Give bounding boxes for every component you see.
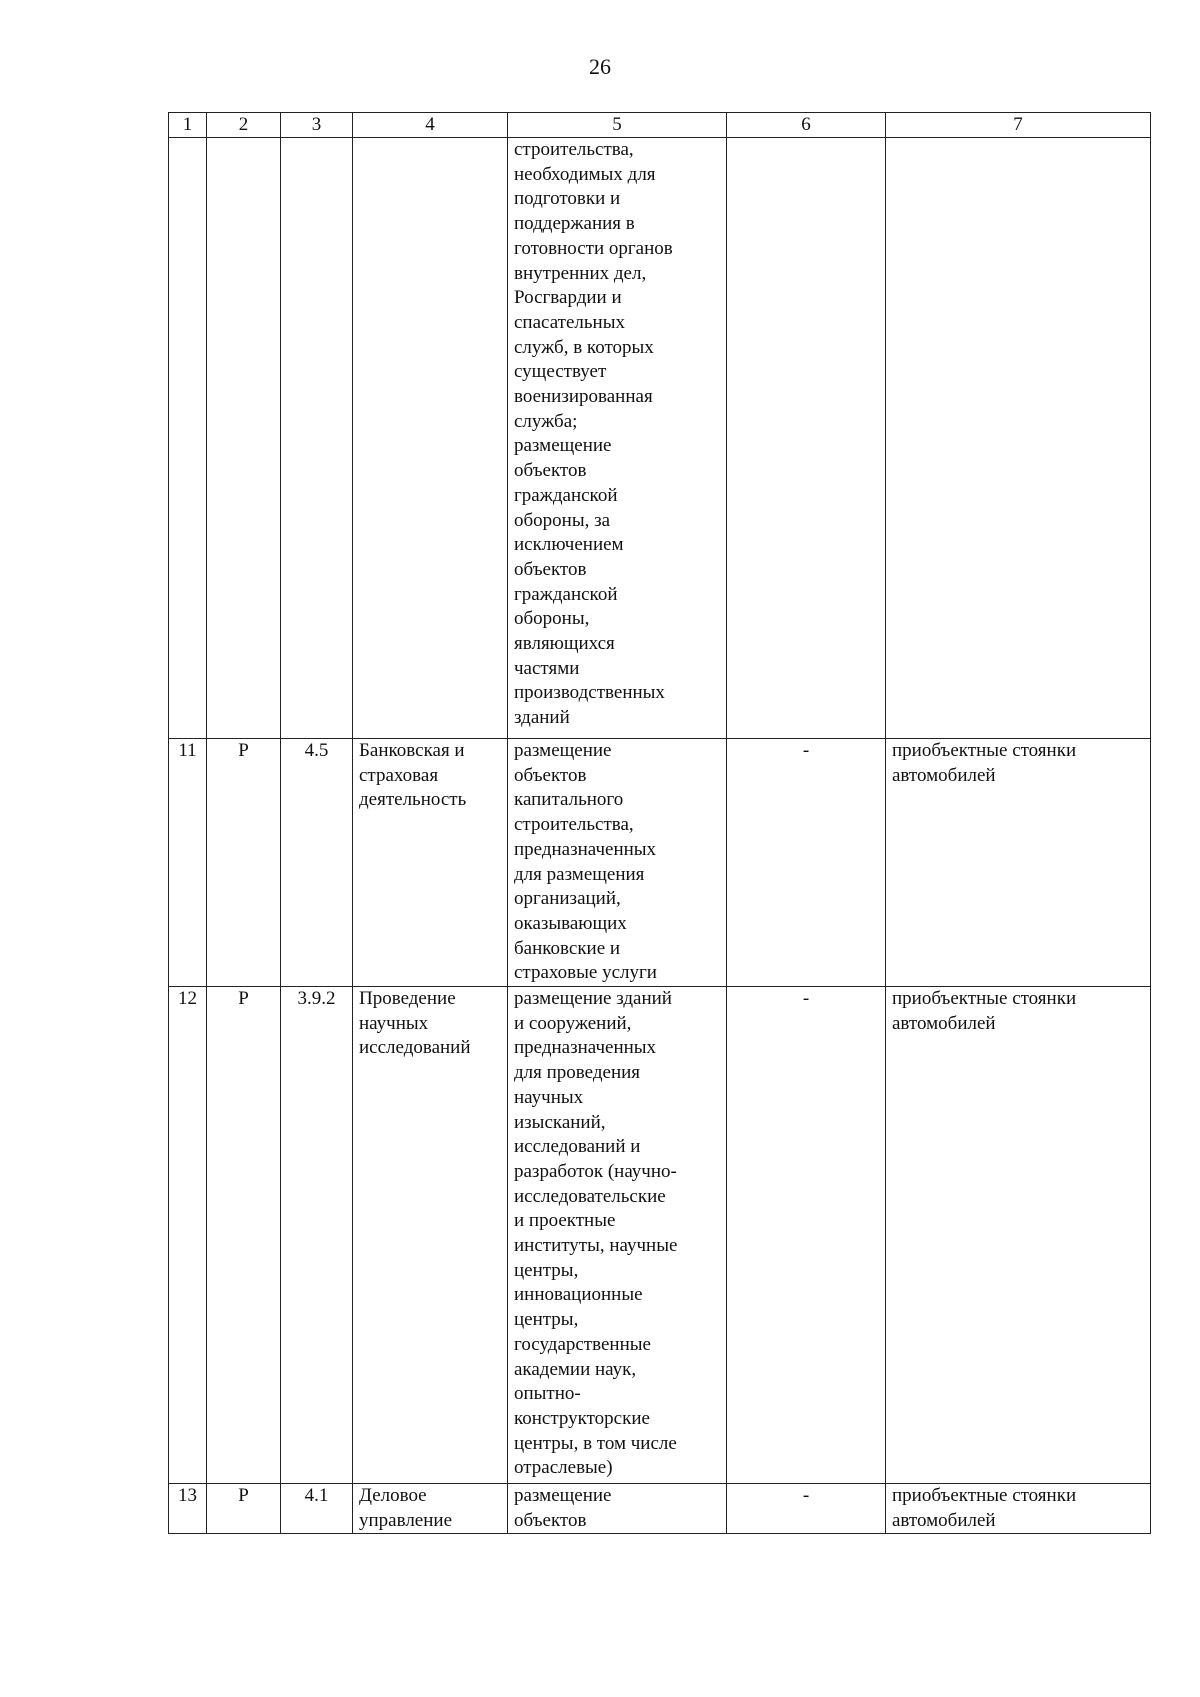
auxiliary-use-cell bbox=[886, 1484, 1151, 1534]
cell-text-line: размещение зданий bbox=[514, 988, 672, 1010]
column-number-7: 7 bbox=[886, 113, 1151, 138]
cell-text-line: обороны, bbox=[514, 608, 590, 630]
cell-text-line: центры, bbox=[514, 1309, 579, 1331]
cell-text-line: размещение bbox=[514, 1485, 612, 1507]
cell-text-line: Проведение bbox=[359, 988, 456, 1010]
zone-code-cell: Р bbox=[207, 739, 281, 987]
cell-text-line: отраслевые) bbox=[514, 1457, 613, 1479]
cell-text-line: готовности органов bbox=[514, 237, 673, 259]
row-number-cell bbox=[169, 138, 207, 739]
cell-text-line: автомобилей bbox=[892, 1509, 996, 1531]
use-code-cell: 3.9.2 bbox=[281, 987, 353, 1484]
auxiliary-use-cell bbox=[886, 138, 1151, 739]
cell-text-line: управление bbox=[359, 1509, 453, 1531]
cell-text-line: банковские и bbox=[514, 937, 621, 959]
cell-text-line: организаций, bbox=[514, 888, 621, 910]
cell-text-line: Банковская и bbox=[359, 740, 465, 761]
cell-text-line: служба; bbox=[514, 410, 578, 432]
cell-text-line: зданий bbox=[514, 707, 570, 729]
cell-text-line: конструкторские bbox=[514, 1407, 650, 1429]
cell-text-line: государственные bbox=[514, 1333, 651, 1355]
cell-text-line: производственных bbox=[514, 682, 665, 704]
cell-text-line: необходимых для bbox=[514, 163, 656, 185]
column-number-2: 2 bbox=[207, 113, 281, 138]
cell-text-line: Росгвардии и bbox=[514, 287, 622, 309]
column-number-row bbox=[169, 113, 1151, 138]
column-number-5: 5 bbox=[508, 113, 727, 138]
cell-text-line: гражданской bbox=[514, 583, 618, 605]
column-number-3: 3 bbox=[281, 113, 353, 138]
use-name-cell bbox=[353, 739, 508, 987]
cell-text-line: опытно- bbox=[514, 1383, 581, 1405]
cell-text-line: инновационные bbox=[514, 1284, 643, 1306]
cell-text-line: центры, в том числе bbox=[514, 1432, 677, 1454]
cell-text-line: и проектные bbox=[514, 1210, 616, 1232]
cell-text-line: строительства, bbox=[514, 814, 634, 836]
cell-text-line: Деловое bbox=[359, 1485, 427, 1507]
cell-text-line: и сооружений, bbox=[514, 1012, 632, 1034]
page-number: 26 bbox=[589, 54, 611, 79]
use-name-cell bbox=[353, 138, 508, 739]
table-row bbox=[169, 1484, 1151, 1534]
land-use-table bbox=[168, 112, 1151, 1534]
use-name-cell bbox=[353, 1484, 508, 1534]
table-row bbox=[169, 739, 1151, 987]
use-description-cell bbox=[508, 739, 727, 987]
cell-text-line: академии наук, bbox=[514, 1358, 637, 1380]
cell-text-line: существует bbox=[514, 361, 607, 383]
cell-text-line: спасательных bbox=[514, 311, 625, 333]
column-number-4: 4 bbox=[353, 113, 508, 138]
cell-text-line: предназначенных bbox=[514, 1037, 657, 1059]
cell-text-line: частями bbox=[514, 657, 580, 679]
cell-text-line: исследовательские bbox=[514, 1185, 666, 1207]
cell-text-line: объектов bbox=[514, 1509, 587, 1531]
cell-text-line: деятельность bbox=[359, 789, 467, 811]
cell-text-line: оказывающих bbox=[514, 912, 627, 934]
parameters-cell bbox=[727, 138, 886, 739]
cell-text-line: подготовки и bbox=[514, 188, 621, 210]
cell-text-line: объектов bbox=[514, 558, 587, 580]
zone-code-cell bbox=[207, 138, 281, 739]
zone-code-cell: Р bbox=[207, 1484, 281, 1534]
cell-text-line: строительства, bbox=[514, 139, 634, 160]
use-code-cell: 4.1 bbox=[281, 1484, 353, 1534]
parameters-cell: - bbox=[727, 1484, 886, 1534]
cell-text-line: институты, научные bbox=[514, 1235, 678, 1257]
cell-text-line: научных bbox=[359, 1012, 429, 1034]
column-number-1: 1 bbox=[169, 113, 207, 138]
cell-text-line: военизированная bbox=[514, 386, 653, 408]
use-code-cell bbox=[281, 138, 353, 739]
cell-text-line: для проведения bbox=[514, 1062, 641, 1084]
cell-text-line: гражданской bbox=[514, 484, 618, 506]
cell-text-line: автомобилей bbox=[892, 1012, 996, 1034]
cell-text-line: объектов bbox=[514, 764, 587, 786]
row-number-cell: 12 bbox=[169, 987, 207, 1484]
parameters-cell: - bbox=[727, 739, 886, 987]
cell-text-line: для размещения bbox=[514, 863, 645, 885]
cell-text-line: автомобилей bbox=[892, 764, 996, 786]
use-code-cell: 4.5 bbox=[281, 739, 353, 987]
cell-text-line: приобъектные стоянки bbox=[892, 988, 1077, 1010]
parameters-cell: - bbox=[727, 987, 886, 1484]
cell-text-line: научных bbox=[514, 1086, 584, 1108]
use-description-cell bbox=[508, 1484, 727, 1534]
cell-text-line: являющихся bbox=[514, 633, 615, 655]
auxiliary-use-cell bbox=[886, 739, 1151, 987]
use-name-cell bbox=[353, 987, 508, 1484]
cell-text-line: центры, bbox=[514, 1259, 579, 1281]
cell-text-line: объектов bbox=[514, 460, 587, 482]
cell-text-line: обороны, за bbox=[514, 509, 611, 531]
table-row-continuation bbox=[169, 138, 1151, 739]
use-description-cell bbox=[508, 987, 727, 1484]
cell-text-line: исключением bbox=[514, 534, 624, 556]
cell-text-line: размещение bbox=[514, 740, 612, 761]
cell-text-line: исследований bbox=[359, 1037, 471, 1059]
cell-text-line: предназначенных bbox=[514, 838, 657, 860]
auxiliary-use-cell bbox=[886, 987, 1151, 1484]
cell-text-line: приобъектные стоянки bbox=[892, 1485, 1077, 1507]
cell-text-line: приобъектные стоянки bbox=[892, 740, 1077, 761]
row-number-cell: 13 bbox=[169, 1484, 207, 1534]
cell-text-line: поддержания в bbox=[514, 213, 635, 235]
cell-text-line: изысканий, bbox=[514, 1111, 606, 1133]
cell-text-line: разработок (научно- bbox=[514, 1160, 677, 1182]
zone-code-cell: Р bbox=[207, 987, 281, 1484]
cell-text-line: исследований и bbox=[514, 1136, 641, 1158]
cell-text-line: капитального bbox=[514, 789, 624, 811]
cell-text-line: внутренних дел, bbox=[514, 262, 647, 284]
cell-text-line: размещение bbox=[514, 435, 612, 457]
cell-text-line: страховые услуги bbox=[514, 962, 657, 984]
cell-text-line: страховая bbox=[359, 764, 439, 786]
cell-text-line: служб, в которых bbox=[514, 336, 654, 358]
row-number-cell: 11 bbox=[169, 739, 207, 987]
use-description-cell bbox=[508, 138, 727, 739]
column-number-6: 6 bbox=[727, 113, 886, 138]
table-row bbox=[169, 987, 1151, 1484]
